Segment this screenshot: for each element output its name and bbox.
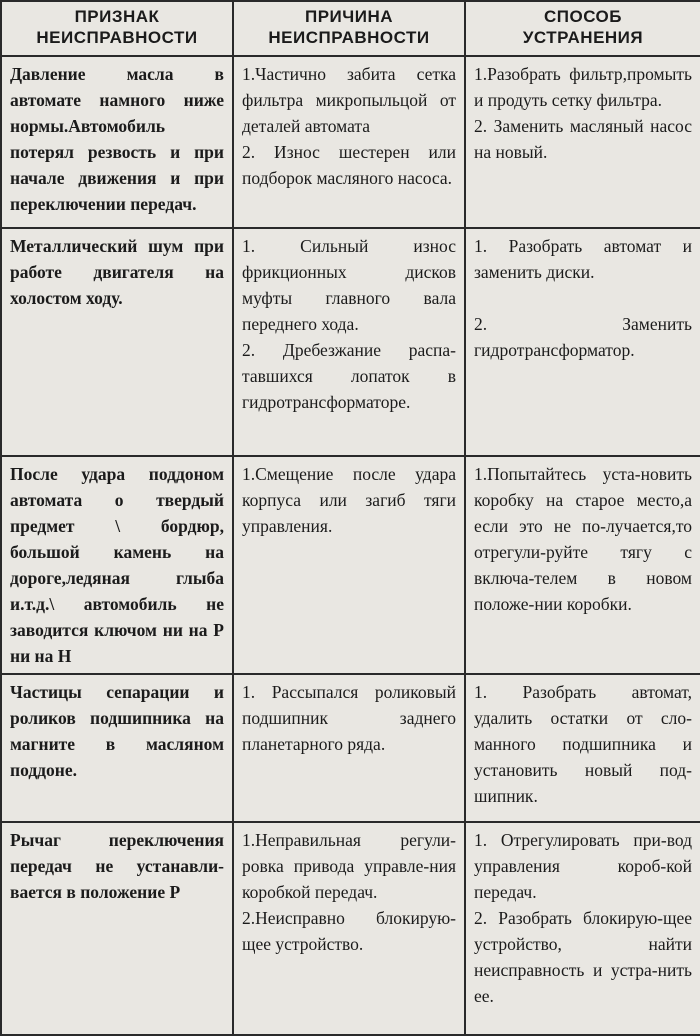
header-symptom — [1, 1, 233, 56]
fix-item: 1.Попытайтесь уста-новить коробку на старое место,а если это не по-лучается,то отрегули-руйте тягу с включа-телем в новом положе-нии коробки. — [474, 464, 692, 614]
fix-cell — [465, 228, 700, 456]
symptom-cell — [1, 228, 233, 456]
cause-cell — [233, 456, 465, 674]
symptom-text: Рычаг переключения передач не устанавли-вается в положение Р — [10, 830, 224, 902]
fix-item: 2. Заменить гидротрансформатор. — [474, 314, 692, 360]
symptom-cell — [1, 822, 233, 1035]
cause-item: 2. Дребезжание распа-тавшихся лопаток в гидротрансформаторе. — [242, 340, 456, 412]
symptom-text: Давление масла в автомате намного ниже нормы.Автомобиль потерял резвость и при начале движения и при переключении передач. — [10, 64, 224, 214]
header-cause — [233, 1, 465, 56]
table-row — [1, 56, 700, 228]
table-row — [1, 228, 700, 456]
cause-item: 1.Смещение после удара корпуса или загиб тяги управления. — [242, 464, 456, 536]
fix-item: 2. Разобрать блокирую-щее устройство, найти неисправность и устра-нить ее. — [474, 908, 692, 1006]
fix-item: 1. Отрегулировать при-вод управления короб-кой передач. — [474, 830, 692, 902]
fix-cell — [465, 674, 700, 822]
fix-item: 2. Заменить масляный насос на новый. — [474, 116, 692, 162]
fix-item: 1.Разобрать фильтр,промыть и продуть сетку фильтра. — [474, 64, 692, 110]
fix-cell — [465, 456, 700, 674]
header-cause-line2: НЕИСПРАВНОСТИ — [268, 28, 430, 47]
cause-item: 1.Частично забита сетка фильтра микропыльцой от деталей автомата — [242, 64, 456, 136]
cause-cell — [233, 56, 465, 228]
symptom-text: Частицы сепарации и роликов подшипника на магните в масляном поддоне. — [10, 682, 224, 780]
header-fix-line1: СПОСОБ — [543, 7, 622, 26]
fix-cell — [465, 56, 700, 228]
cause-item: 1. Сильный износ фрикционных дисков муфты главного вала переднего хода. — [242, 236, 456, 334]
header-cause-line1: ПРИЧИНА — [305, 7, 393, 26]
cause-cell — [233, 822, 465, 1035]
fix-cell — [465, 822, 700, 1035]
cause-item: 1.Неправильная регули-ровка привода управле-ния коробкой передач. — [242, 830, 456, 902]
table-row — [1, 456, 700, 674]
symptom-text: После удара поддоном автомата о твердый предмет \ бордюр, большой камень на дороге,ледяная глыба и.т.д.\ автомобиль не заводится ключом ни на Р ни на Н — [10, 464, 224, 666]
cause-cell — [233, 228, 465, 456]
cause-cell — [233, 674, 465, 822]
header-row — [1, 1, 700, 56]
symptom-cell — [1, 56, 233, 228]
header-symptom-line1: ПРИЗНАК — [74, 7, 160, 26]
header-fix-line2: УСТРАНЕНИЯ — [522, 28, 644, 47]
header-symptom-line2: НЕИСПРАВНОСТИ — [36, 28, 198, 47]
fix-item: 1. Разобрать автомат и заменить диски. — [474, 236, 692, 282]
cause-item: 2. Износ шестерен или подборок масляного насоса. — [242, 142, 456, 188]
table-row — [1, 822, 700, 1035]
symptom-cell — [1, 456, 233, 674]
table-row — [1, 674, 700, 822]
symptom-text: Металлический шум при работе двигателя на холостом ходу. — [10, 236, 224, 308]
cause-item: 2.Неисправно блокирую-щее устройство. — [242, 908, 456, 954]
fix-item: 1. Разобрать автомат, удалить остатки от сло-манного подшипника и установить новый под-шипник. — [474, 682, 692, 806]
symptom-cell — [1, 674, 233, 822]
header-fix — [465, 1, 700, 56]
cause-item: 1. Рассыпался роликовый подшипник заднего планетарного ряда. — [242, 682, 456, 754]
